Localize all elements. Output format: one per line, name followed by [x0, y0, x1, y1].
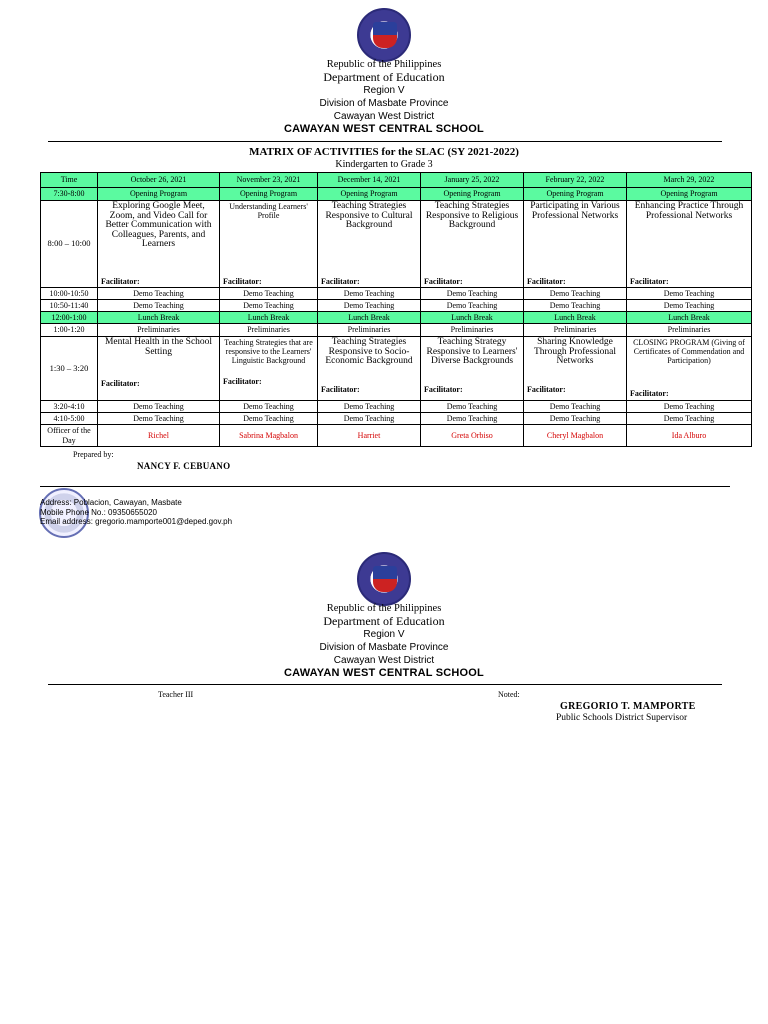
topic-text: Teaching Strategies Responsive to Religious Background [425, 201, 519, 230]
topic-text: Sharing Knowledge Through Professional Networks [533, 337, 617, 366]
district-text: Cawayan West District [333, 111, 435, 122]
activity-cell: Lunch Break [318, 312, 421, 324]
preparer-name: NANCY F. CEBUANO [137, 461, 231, 471]
prepared-by-label: Prepared by: [73, 450, 114, 459]
time-cell: 7:30-8:00 [41, 188, 98, 201]
division-text: Division of Masbate Province [319, 98, 449, 109]
activity-cell: Lunch Break [220, 312, 318, 324]
officer-name: Ida Alburo [627, 425, 752, 447]
date-header: December 14, 2021 [318, 173, 421, 188]
facilitator-label: Facilitator: [223, 377, 262, 386]
table-row-demo [41, 300, 752, 312]
activity-cell: Demo Teaching [524, 288, 627, 300]
activity-cell: Lunch Break [421, 312, 524, 324]
topic-cell [627, 201, 752, 288]
activity-cell: Preliminaries [220, 324, 318, 337]
topic-text: CLOSING PROGRAM (Giving of Certificates of Commendation and Participation) [633, 338, 745, 365]
activity-cell: Demo Teaching [220, 401, 318, 413]
activity-cell: Demo Teaching [98, 401, 220, 413]
republic-text: Republic of the Philippines [326, 59, 442, 70]
header-divider [48, 684, 722, 685]
time-header: Time [41, 173, 98, 188]
facilitator-label: Facilitator: [527, 276, 566, 286]
facilitator-label: Facilitator: [223, 277, 262, 286]
document-title: MATRIX OF ACTIVITIES for the SLAC (SY 2021-2022) [249, 146, 519, 158]
officer-name: Sabrina Magbalon [220, 425, 318, 447]
activity-cell: Demo Teaching [98, 288, 220, 300]
footer-phone: Mobile Phone No.: 09350655020 [40, 507, 157, 517]
republic-text: Republic of the Philippines [326, 603, 442, 614]
topic-cell [524, 201, 627, 288]
activity-cell: Demo Teaching [98, 300, 220, 312]
activity-cell: Demo Teaching [318, 288, 421, 300]
school-name: CAWAYAN WEST CENTRAL SCHOOL [284, 667, 484, 679]
topic-cell [318, 201, 421, 288]
preparer-role: Teacher III [158, 690, 194, 699]
topic-cell [421, 201, 524, 288]
activity-cell: Demo Teaching [220, 288, 318, 300]
table-row-officer-of-day [41, 425, 752, 447]
department-text: Department of Education [323, 70, 445, 84]
topic-cell [98, 201, 220, 288]
deped-seal-logo [357, 552, 411, 606]
topic-cell [318, 337, 421, 401]
region-text: Region V [363, 629, 405, 640]
date-header: October 26, 2021 [98, 173, 220, 188]
activities-matrix-table [40, 172, 752, 447]
topic-text: Teaching Strategy Responsive to Learners' Diverse Backgrounds [426, 337, 518, 366]
activity-cell: Demo Teaching [318, 300, 421, 312]
table-row-demo [41, 413, 752, 425]
date-header: November 23, 2021 [220, 173, 318, 188]
topic-text: Teaching Strategies Responsive to Socio-Economic Background [325, 337, 413, 366]
activity-cell: Demo Teaching [98, 413, 220, 425]
activity-cell: Lunch Break [627, 312, 752, 324]
topic-cell [627, 337, 752, 401]
facilitator-label: Facilitator: [321, 384, 360, 394]
topic-cell [98, 337, 220, 401]
facilitator-label: Facilitator: [424, 384, 463, 394]
activity-cell: Opening Program [627, 188, 752, 201]
time-cell: 1:30 – 3:20 [41, 337, 98, 401]
officer-name: Harriet [318, 425, 421, 447]
activity-cell: Demo Teaching [421, 401, 524, 413]
supervisor-role: Public Schools District Supervisor [556, 713, 688, 723]
activity-cell: Lunch Break [98, 312, 220, 324]
footer-divider [40, 486, 730, 487]
time-cell: 12:00-1:00 [41, 312, 98, 324]
activity-cell: Demo Teaching [524, 401, 627, 413]
topic-text: Teaching Strategies that are responsive to the Learners' Linguistic Background [224, 338, 313, 365]
department-text: Department of Education [323, 614, 445, 628]
table-row-preliminaries [41, 324, 752, 337]
time-cell: 4:10-5:00 [41, 413, 98, 425]
activity-cell: Demo Teaching [421, 413, 524, 425]
footer-contact [40, 498, 232, 527]
letterhead [0, 58, 768, 136]
activity-cell: Demo Teaching [421, 288, 524, 300]
footer-email: Email address: gregorio.mamporte001@deped.gov.ph [40, 517, 233, 526]
facilitator-label: Facilitator: [630, 389, 669, 398]
table-row-demo [41, 401, 752, 413]
table-row-opening [41, 188, 752, 201]
activity-cell: Demo Teaching [627, 401, 752, 413]
activity-cell: Demo Teaching [627, 288, 752, 300]
activity-cell: Demo Teaching [524, 413, 627, 425]
activity-cell: Demo Teaching [421, 300, 524, 312]
supervisor-name: GREGORIO T. MAMPORTE [560, 701, 696, 712]
header-divider [48, 141, 722, 142]
topic-cell [421, 337, 524, 401]
footer-address: Address: Poblacion, Cawayan, Masbate [40, 498, 182, 507]
topic-text: Understanding Learners' Profile [229, 202, 308, 220]
officer-name: Richel [98, 425, 220, 447]
activity-cell: Demo Teaching [220, 413, 318, 425]
region-text: Region V [363, 85, 405, 96]
facilitator-label: Facilitator: [527, 384, 566, 394]
activity-cell: Demo Teaching [627, 300, 752, 312]
officer-name: Cheryl Magbalon [524, 425, 627, 447]
activity-cell: Preliminaries [421, 324, 524, 337]
date-header: January 25, 2022 [421, 173, 524, 188]
time-cell: 10:50-11:40 [41, 300, 98, 312]
topic-cell [524, 337, 627, 401]
activity-cell: Preliminaries [524, 324, 627, 337]
activity-cell: Preliminaries [98, 324, 220, 337]
table-header-row [41, 173, 752, 188]
activity-cell: Demo Teaching [318, 401, 421, 413]
activity-cell: Opening Program [98, 188, 220, 201]
activity-cell: Preliminaries [627, 324, 752, 337]
officer-name: Greta Orbiso [421, 425, 524, 447]
letterhead [0, 602, 768, 680]
facilitator-label: Facilitator: [101, 378, 140, 388]
topic-text: Teaching Strategies Responsive to Cultural Background [325, 201, 413, 230]
activity-cell: Demo Teaching [627, 413, 752, 425]
deped-seal-logo [357, 8, 411, 62]
topic-text: Enhancing Practice Through Professional Networks [634, 201, 744, 221]
activity-cell: Preliminaries [318, 324, 421, 337]
topic-cell [220, 337, 318, 401]
time-cell: 10:00-10:50 [41, 288, 98, 300]
activity-cell: Opening Program [421, 188, 524, 201]
table-row-lunch [41, 312, 752, 324]
school-name: CAWAYAN WEST CENTRAL SCHOOL [284, 123, 484, 135]
topic-text: Exploring Google Meet, Zoom, and Video Call for Better Communication with Colleagues, Parents, and Learners [105, 201, 212, 249]
time-cell: 3:20-4:10 [41, 401, 98, 413]
date-header: March 29, 2022 [627, 173, 752, 188]
facilitator-label: Facilitator: [101, 276, 140, 286]
table-row-demo [41, 288, 752, 300]
topic-cell [220, 201, 318, 288]
topic-text: Mental Health in the School Setting [104, 337, 213, 357]
table-row-morning-session [41, 201, 752, 288]
facilitator-label: Facilitator: [424, 276, 463, 286]
activity-cell: Lunch Break [524, 312, 627, 324]
district-text: Cawayan West District [333, 655, 435, 666]
facilitator-label: Facilitator: [321, 276, 360, 286]
time-cell: 8:00 – 10:00 [41, 201, 98, 288]
activity-cell: Opening Program [524, 188, 627, 201]
activity-cell: Demo Teaching [220, 300, 318, 312]
facilitator-label: Facilitator: [630, 276, 669, 286]
document-subtitle: Kindergarten to Grade 3 [335, 159, 433, 170]
date-header: February 22, 2022 [524, 173, 627, 188]
activity-cell: Demo Teaching [318, 413, 421, 425]
topic-text: Participating in Various Professional Networks [530, 201, 620, 221]
activity-cell: Opening Program [220, 188, 318, 201]
time-cell: Officer of the Day [41, 425, 98, 447]
table-row-afternoon-session [41, 337, 752, 401]
time-cell: 1:00-1:20 [41, 324, 98, 337]
activity-cell: Demo Teaching [524, 300, 627, 312]
activity-cell: Opening Program [318, 188, 421, 201]
division-text: Division of Masbate Province [319, 642, 449, 653]
noted-label: Noted: [498, 690, 520, 699]
